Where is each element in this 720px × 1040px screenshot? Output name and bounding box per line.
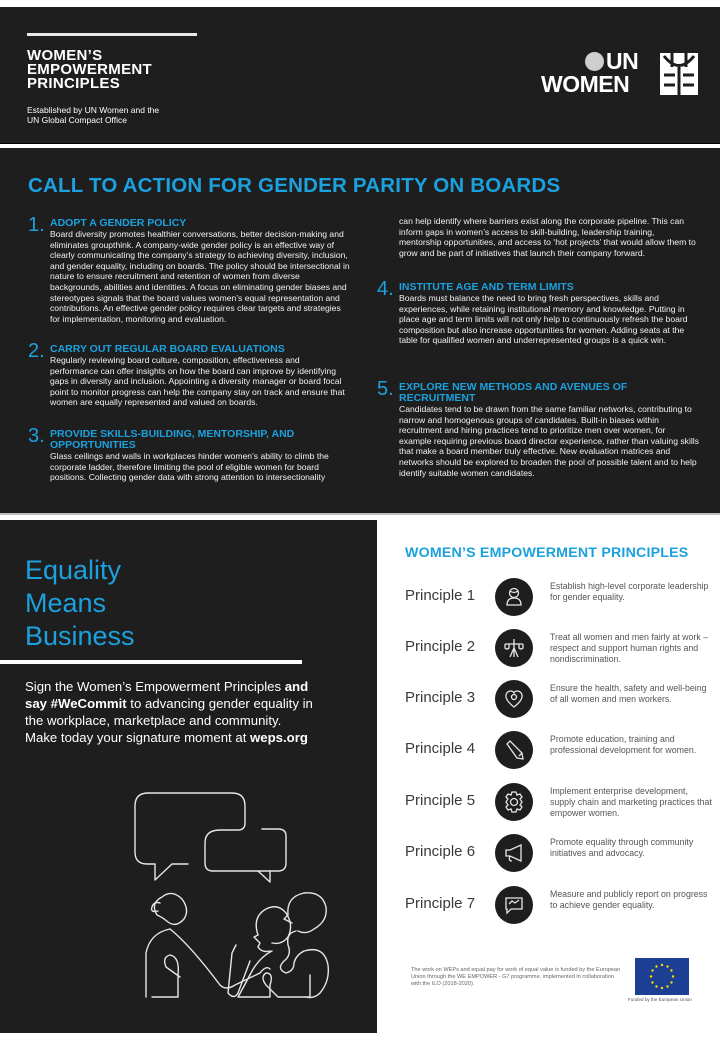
un-women-symbol-icon xyxy=(660,53,698,95)
principle-row-4 xyxy=(378,731,720,771)
principle-row-6 xyxy=(378,834,720,874)
principle-row-5 xyxy=(378,783,720,823)
leader-icon xyxy=(495,578,533,616)
principle-label: Principle 4 xyxy=(405,740,476,757)
wecommit-hashtag: and say #WeCommit xyxy=(25,679,309,711)
headline-line: Business xyxy=(25,621,135,651)
sign-text-part: to advancing gender equality in the workplace, marketplace and community. Make today your signature moment at xyxy=(25,696,313,745)
cta-item-4 xyxy=(377,278,699,346)
weps-principles-section xyxy=(378,520,720,1033)
funding-statement: The work on WEPs and equal pay for work of equal value is funded by the European Union through the WE EMPOWER - G7 programme, implemented in collaboration with the ILO (2018-2020). xyxy=(411,967,621,987)
weps-subtitle xyxy=(27,105,159,125)
item-number: 3. xyxy=(28,425,45,447)
item-title: EXPLORE NEW METHODS AND AVENUES OF RECRUITMENT xyxy=(399,381,628,404)
principle-label: Principle 1 xyxy=(405,587,476,604)
title-line: EMPOWERMENT xyxy=(27,61,152,78)
cta-item-1 xyxy=(28,214,350,324)
un-women-logo xyxy=(541,50,699,100)
title-line: PRINCIPLES xyxy=(27,75,121,92)
principle-text: Promote equality through community initiatives and advocacy. xyxy=(550,837,694,858)
cta-item-2 xyxy=(28,340,350,408)
item-number: 2. xyxy=(28,340,45,362)
people-conversation-illustration xyxy=(110,785,350,1005)
heart-icon xyxy=(495,680,533,718)
principle-text: Ensure the health, safety and well-being of all women and men workers. xyxy=(550,683,707,704)
header-rule xyxy=(27,33,197,36)
principle-label: Principle 3 xyxy=(405,689,476,706)
principle-text: Treat all women and men fairly at work – respect and support human rights and nondiscrimination. xyxy=(550,632,709,664)
item-title: INSTITUTE AGE AND TERM LIMITS xyxy=(399,281,574,293)
item-title: ADOPT A GENDER POLICY xyxy=(50,217,187,229)
item-body: Board diversity promotes healthier conversations, better decision-making and eliminates groupthink. A company-wide gender policy is an effective way of clearly communicating the company’s strategy to achieving diversity, inclusion, and gender equality, including on boards. The policy should be intersectional in nature to ensure recruitment and retention of women from diverse backgrounds, abilities and identities. A focus on eliminating gender biases and stereotypes signals that the board values women’s equal representation and contributions. An effective gender policy requires clear targets and strategies for implementation, monitoring and evaluation. xyxy=(50,229,350,324)
item-number: 1. xyxy=(28,214,45,236)
principle-label: Principle 5 xyxy=(405,792,476,809)
headline-line: Equality xyxy=(25,555,122,585)
cta-item-5 xyxy=(377,378,699,478)
panel-rule xyxy=(0,660,302,664)
sign-text xyxy=(25,678,315,746)
scales-icon xyxy=(495,629,533,667)
principle-text: Measure and publicly report on progress to achieve gender equality. xyxy=(550,889,708,910)
principle-text: Establish high-level corporate leadership for gender equality. xyxy=(550,581,709,602)
item-title: PROVIDE SKILLS-BUILDING, MENTORSHIP, AND OPPORTUNITIES xyxy=(50,428,295,451)
cta-heading: CALL TO ACTION FOR GENDER PARITY ON BOARDS xyxy=(28,174,561,197)
sign-text-part: Sign the Women’s Empowerment Principles xyxy=(25,679,285,694)
principle-label: Principle 2 xyxy=(405,638,476,655)
eu-funding-caption: Funded by the European Union xyxy=(628,997,692,1002)
subtitle-line: UN Global Compact Office xyxy=(27,115,127,125)
logo-women-text: WOMEN xyxy=(541,71,630,97)
item-body: Candidates tend to be drawn from the same familiar networks, contributing to narrow and homogenous groups of candidates. Built-in biases within recruitment and hiring practices tend to prioritize men over women, for example requiring previous board director experience, rather than valuing skills that make a board member truly effective. New evaluation matrices and networks should be explored to broaden the pool of possible talent and to help identify suitable women candidates. xyxy=(399,404,699,478)
principle-row-3 xyxy=(378,680,720,720)
principle-text: Implement enterprise development, supply chain and marketing practices that empower women. xyxy=(550,786,712,818)
un-emblem-icon xyxy=(585,52,604,71)
gear-icon xyxy=(495,783,533,821)
subtitle-line: Established by UN Women and the xyxy=(27,105,160,115)
panel-headline xyxy=(25,554,135,653)
principle-row-7 xyxy=(378,886,720,926)
item-title: CARRY OUT REGULAR BOARD EVALUATIONS xyxy=(50,343,285,355)
weps-link[interactable]: weps.org xyxy=(250,730,308,745)
item-body: Regularly reviewing board culture, composition, effectiveness and performance can offer insights on how the board can improve by identifying gaps in diversity and inclusion. Appointing a diversity manager or board focal point to monitor progress can help the company stay on track and ensure that women are equally represented and valued on boards. xyxy=(50,355,345,408)
principle-label: Principle 6 xyxy=(405,843,476,860)
title-line: WOMEN’S xyxy=(27,47,103,64)
principle-row-1 xyxy=(378,578,720,618)
item-body: Glass ceilings and walls in workplaces hinder women’s ability to climb the corporate ladder, therefore limiting the pool of eligible women for board positions. Collecting gender data with strong attention to intersectionality xyxy=(50,451,329,483)
principle-text: Promote education, training and professional development for women. xyxy=(550,734,697,755)
item-body: Boards must balance the need to bring fresh perspectives, skills and experiences, while retaining institutional memory and knowledge. Putting in place age and term limits will not only help to continuously refresh the board composition but also increase opportunities for women. Adding seats at the table for qualified women and underrepresented groups is a quick win. xyxy=(399,293,688,346)
headline-line: Means xyxy=(25,588,107,618)
cta-item-3 xyxy=(28,425,350,483)
call-to-action-section xyxy=(0,148,720,513)
item-number: 5. xyxy=(377,378,394,400)
section-divider xyxy=(0,513,720,515)
megaphone-icon xyxy=(495,834,533,872)
eu-flag-icon xyxy=(635,958,689,995)
header-band xyxy=(0,7,720,143)
pencil-icon xyxy=(495,731,533,769)
principle-row-2 xyxy=(378,629,720,669)
item-number: 4. xyxy=(377,278,394,300)
principles-heading: WOMEN’S EMPOWERMENT PRINCIPLES xyxy=(405,545,689,561)
item-3-body-continued: can help identify where barriers exist along the corporate pipeline. This can inform gaps in women’s access to skill-building, leadership training, mentorship opportunities, and access to ‘hot projects’ that would allow them to grow and be part of initiatives that launch their company forward. xyxy=(399,216,696,258)
principle-label: Principle 7 xyxy=(405,895,476,912)
logo-un-text: UN xyxy=(606,48,639,74)
equality-means-business-panel xyxy=(0,520,377,1033)
report-chart-icon xyxy=(495,886,533,924)
weps-title xyxy=(27,49,152,91)
